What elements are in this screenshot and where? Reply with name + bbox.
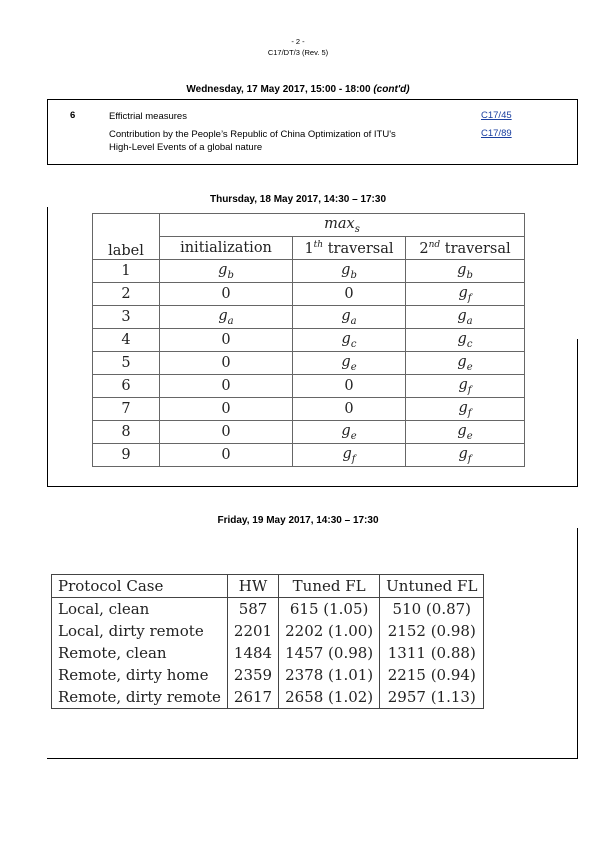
table-cell: $g_b$ — [406, 260, 525, 283]
table-cell: 2152 (0.98) — [380, 620, 484, 642]
table-row — [93, 444, 525, 467]
agenda-item-number: 6 — [70, 110, 76, 121]
table-row — [93, 329, 525, 352]
table-cell: $g_f$ — [406, 398, 525, 421]
column-header: Tuned FL — [279, 575, 380, 598]
table-cell: 1 — [93, 260, 160, 283]
table-cell: $g_a$ — [406, 306, 525, 329]
table-cell: 0 — [160, 375, 293, 398]
table-row — [52, 686, 484, 709]
agenda-item-line: High-Level Events of a global nature — [109, 142, 263, 153]
table-cell: $g_e$ — [293, 421, 406, 444]
table-cell: 1484 — [227, 642, 278, 664]
table-row — [93, 398, 525, 421]
table-cell: 3 — [93, 306, 160, 329]
document-link[interactable]: C17/89 — [481, 128, 512, 139]
table-cell: 0 — [160, 283, 293, 306]
table-cell: $g_e$ — [293, 352, 406, 375]
table-cell: $g_e$ — [406, 421, 525, 444]
column-header: Protocol Case — [52, 575, 228, 598]
table-cell: 0 — [293, 398, 406, 421]
table-cell: 1311 (0.88) — [380, 642, 484, 664]
table-cell: 615 (1.05) — [279, 598, 380, 621]
table-cell: 2359 — [227, 664, 278, 686]
table-row — [93, 375, 525, 398]
table-cell: 0 — [160, 398, 293, 421]
session-title-text: Wednesday, 17 May 2017, 15:00 - 18:00 — [186, 84, 371, 95]
table-cell: 6 — [93, 375, 160, 398]
table-cell: 2378 (1.01) — [279, 664, 380, 686]
table-cell: 587 — [227, 598, 278, 621]
table-cell: 2957 (1.13) — [380, 686, 484, 709]
page-number: - 2 - — [291, 37, 305, 46]
table-cell: 8 — [93, 421, 160, 444]
table-row — [93, 306, 525, 329]
table-cell: 0 — [160, 329, 293, 352]
column-header: 1th traversal — [293, 237, 406, 260]
table-cell: 7 — [93, 398, 160, 421]
session-title-friday: Friday, 19 May 2017, 14:30 – 17:30 — [217, 515, 379, 526]
table-cell: Remote, clean — [58, 644, 167, 662]
table-row — [93, 260, 525, 283]
agenda-box — [47, 99, 578, 165]
session-title-thursday: Thursday, 18 May 2017, 14:30 – 17:30 — [209, 194, 387, 205]
table-cell: 9 — [93, 444, 160, 467]
table-cell: $g_f$ — [406, 444, 525, 467]
table-row — [52, 598, 484, 621]
table-cell: 2617 — [227, 686, 278, 709]
table-row — [93, 352, 525, 375]
table-cell: Local, dirty remote — [58, 622, 204, 640]
table-cell: 0 — [293, 283, 406, 306]
table-cell: $g_a$ — [293, 306, 406, 329]
table-cell: 2 — [93, 283, 160, 306]
table-cell: $g_a$ — [160, 306, 293, 329]
table-cell: Remote, dirty home — [58, 666, 209, 684]
agenda-item-text — [109, 128, 396, 154]
table-cell: 510 (0.87) — [380, 598, 484, 621]
traversal-table — [92, 213, 525, 467]
table-row — [52, 620, 484, 642]
agenda-item-line: Contribution by the People’s Republic of China Optimization of ITU's — [109, 129, 396, 140]
table-cell: $g_f$ — [406, 375, 525, 398]
session-title-suffix: (cont'd) — [373, 84, 410, 95]
column-header: 2nd traversal — [406, 237, 525, 260]
table-cell: $g_b$ — [160, 260, 293, 283]
table-cell: $g_f$ — [406, 283, 525, 306]
column-header: Untuned FL — [380, 575, 484, 598]
table-cell: 4 — [93, 329, 160, 352]
column-header: HW — [227, 575, 278, 598]
table-cell: $g_f$ — [293, 444, 406, 467]
table-row — [93, 283, 525, 306]
agenda-item-text: Effictrial measures — [109, 111, 187, 122]
table-cell: Remote, dirty remote — [58, 688, 221, 706]
column-header: label — [93, 214, 160, 260]
document-link[interactable]: C17/45 — [481, 110, 512, 121]
table-cell: 2215 (0.94) — [380, 664, 484, 686]
group-header: $\max_s$ — [160, 214, 525, 237]
table-row — [52, 642, 484, 664]
protocol-table — [51, 574, 484, 709]
table-cell: $g_c$ — [406, 329, 525, 352]
table-cell: $g_e$ — [406, 352, 525, 375]
table-cell: 5 — [93, 352, 160, 375]
table-row — [52, 664, 484, 686]
table-cell: 0 — [293, 375, 406, 398]
table-cell: 1457 (0.98) — [279, 642, 380, 664]
table-cell: 0 — [160, 444, 293, 467]
table-cell: $g_c$ — [293, 329, 406, 352]
table-cell: Local, clean — [58, 600, 150, 618]
table-cell: 2658 (1.02) — [279, 686, 380, 709]
document-reference: C17/DT/3 (Rev. 5) — [267, 48, 329, 57]
table-cell: 0 — [160, 421, 293, 444]
table-cell: 2201 — [227, 620, 278, 642]
column-header: initialization — [160, 237, 293, 260]
table-row — [93, 421, 525, 444]
table-cell: 2202 (1.00) — [279, 620, 380, 642]
session-title-wednesday — [0, 84, 596, 95]
table-cell: 0 — [160, 352, 293, 375]
table-cell: $g_b$ — [293, 260, 406, 283]
